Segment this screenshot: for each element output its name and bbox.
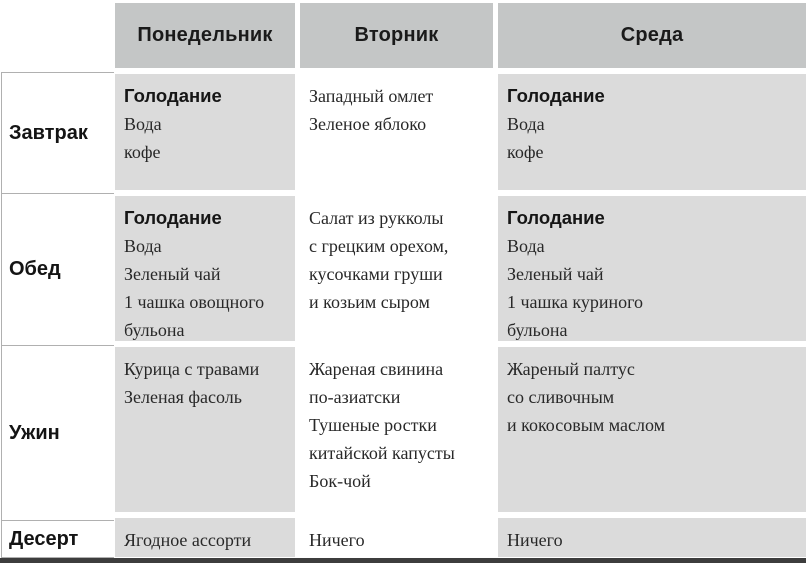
row-label-breakfast: Завтрак: [1, 72, 114, 193]
bottom-rule: [0, 558, 806, 563]
row-label-lunch: Обед: [1, 193, 114, 345]
menu-line: бульона: [507, 320, 568, 340]
menu-line: Курица с травами: [124, 359, 260, 379]
menu-line: Зеленый чай: [507, 264, 604, 284]
menu-line: Голодание: [507, 207, 605, 228]
menu-line: Голодание: [507, 85, 605, 106]
cell-lunch-tuesday: [300, 196, 493, 341]
column-header-tuesday: Вторник: [300, 3, 493, 68]
menu-line: 1 чашка куриного: [507, 292, 644, 312]
menu-line: Голодание: [124, 85, 222, 106]
menu-line: Зеленое яблоко: [309, 114, 427, 134]
menu-line: Вода: [507, 236, 545, 256]
cell-dessert-wednesday: [498, 518, 806, 557]
menu-line: и кокосовым маслом: [507, 415, 665, 435]
column-header-wednesday: Среда: [498, 3, 806, 68]
menu-line: с грецким орехом,: [309, 236, 449, 256]
menu-line: Бок-чой: [309, 471, 371, 491]
cell-breakfast-wednesday: [498, 74, 806, 190]
menu-line: Зеленый чай: [124, 264, 221, 284]
cell-breakfast-tuesday: [300, 74, 493, 190]
menu-line: кофе: [124, 142, 161, 162]
cell-dessert-monday: [115, 518, 295, 557]
menu-line: по-азиатски: [309, 387, 401, 407]
menu-line: Голодание: [124, 207, 222, 228]
cell-dinner-wednesday: [498, 347, 806, 512]
menu-line: со сливочным: [507, 387, 615, 407]
cell-dinner-monday: [115, 347, 295, 512]
menu-line: Тушеные ростки: [309, 415, 437, 435]
row-label-dinner: Ужин: [1, 345, 114, 520]
cell-lunch-wednesday: [498, 196, 806, 341]
menu-line: Ничего: [507, 530, 563, 550]
cell-dessert-tuesday: [300, 518, 493, 557]
menu-line: Салат из рукколы: [309, 208, 444, 228]
row-label-dessert: Десерт: [1, 520, 114, 558]
cell-dinner-tuesday: [300, 347, 493, 512]
menu-line: Ничего: [309, 530, 365, 550]
menu-line: китайской капусты: [309, 443, 455, 463]
menu-line: и козьим сыром: [309, 292, 430, 312]
menu-line: Ягодное ассорти: [124, 530, 252, 550]
menu-line: Вода: [507, 114, 545, 134]
menu-line: бульона: [124, 320, 185, 340]
menu-line: Зеленая фасоль: [124, 387, 242, 407]
cell-breakfast-monday: [115, 74, 295, 190]
menu-line: Вода: [124, 114, 162, 134]
column-header-monday: Понедельник: [115, 3, 295, 68]
row-label-column: [1, 72, 114, 558]
menu-line: кусочками груши: [309, 264, 443, 284]
menu-line: Жареный палтус: [507, 359, 635, 379]
menu-line: кофе: [507, 142, 544, 162]
menu-line: 1 чашка овощного: [124, 292, 265, 312]
menu-line: Западный омлет: [309, 86, 434, 106]
menu-line: Вода: [124, 236, 162, 256]
cell-lunch-monday: [115, 196, 295, 341]
menu-line: Жареная свинина: [309, 359, 444, 379]
